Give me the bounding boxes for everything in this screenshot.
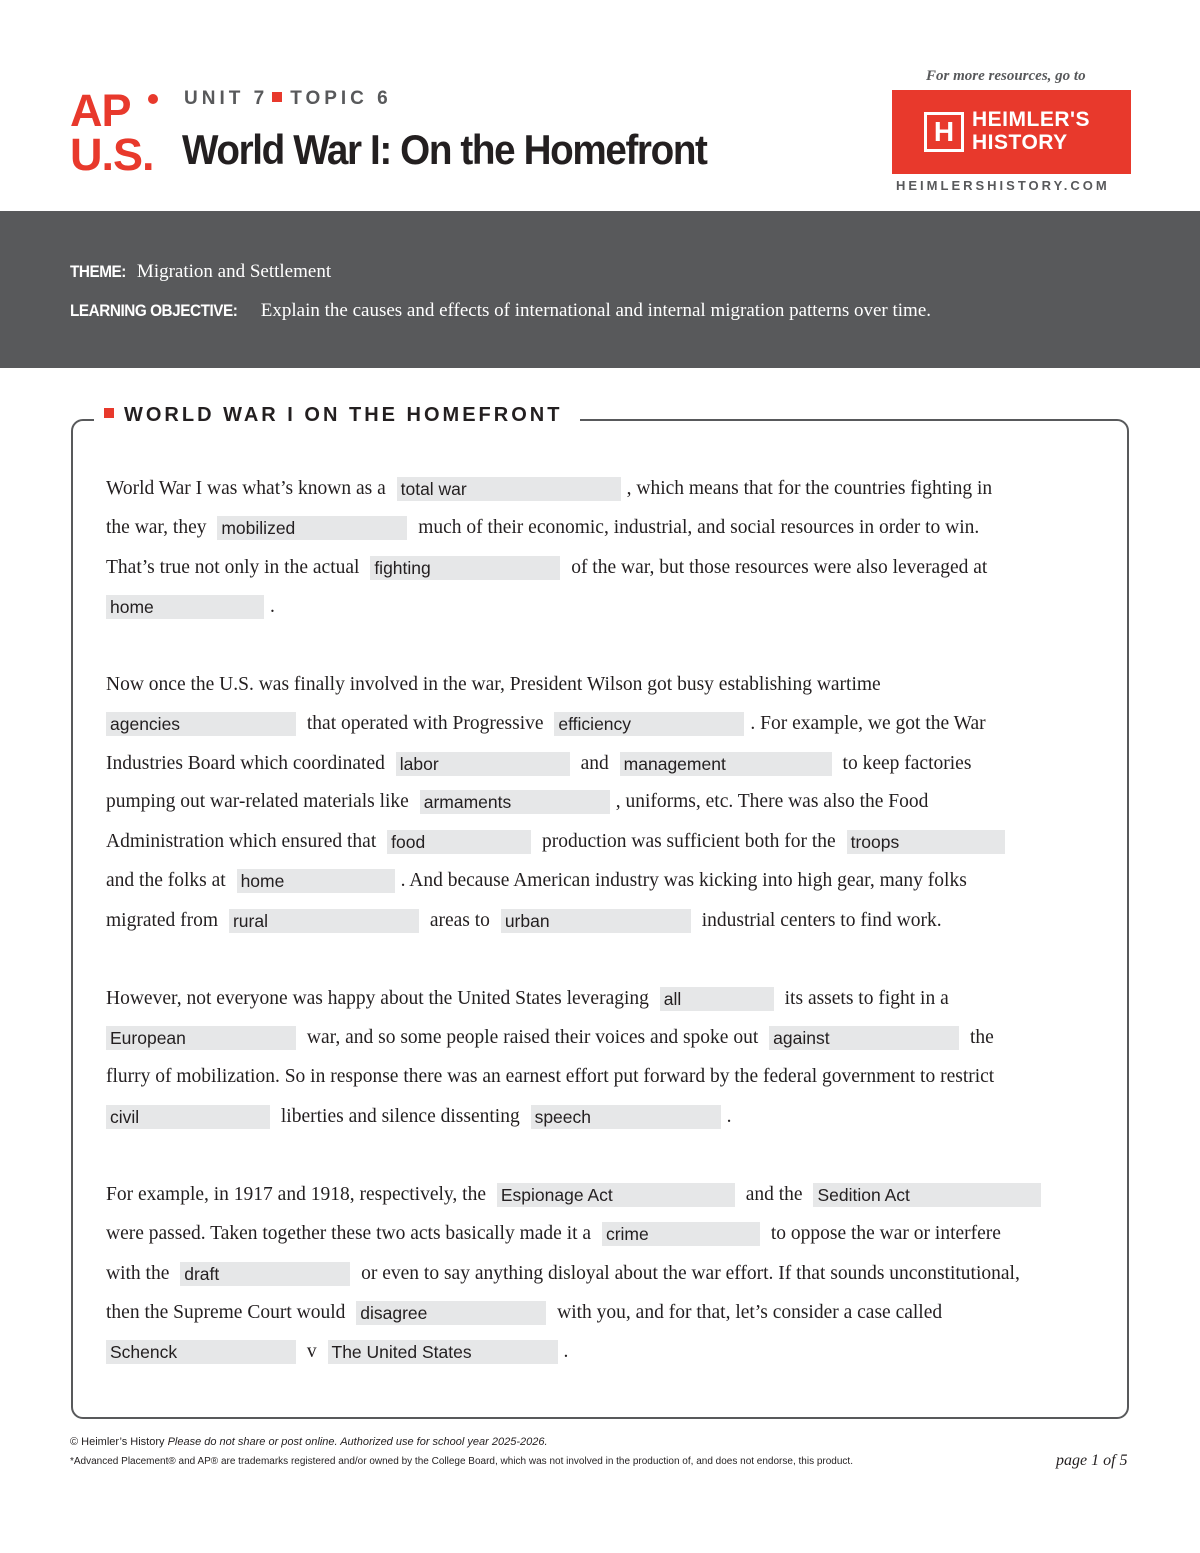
text-run: Administration which ensured that — [106, 831, 377, 852]
text-run: areas to — [429, 910, 490, 931]
text-run: with you, and for that, let’s consider a case called — [557, 1302, 943, 1323]
paragraph-line — [106, 752, 971, 776]
paragraph-line — [106, 1340, 568, 1364]
text-run: and the folks at — [106, 870, 226, 891]
paragraph-line — [106, 477, 992, 501]
fill-in-blank[interactable]: speech — [531, 1105, 721, 1129]
fill-in-blank[interactable]: total war — [397, 477, 621, 501]
text-run: , which means that for the countries fighting in — [626, 478, 993, 499]
text-run: its assets to fight in a — [784, 988, 949, 1009]
text-run: pumping out war-related materials like — [106, 791, 409, 812]
logo-ap-text: AP — [70, 85, 131, 136]
fill-in-blank[interactable]: The United States — [328, 1340, 558, 1364]
text-run: then the Supreme Court would — [106, 1302, 346, 1323]
text-run: . — [563, 1341, 569, 1362]
paragraph-line — [106, 790, 928, 814]
paragraph-line — [106, 516, 979, 540]
paragraph-line — [106, 712, 986, 736]
text-run: v — [306, 1341, 317, 1362]
fill-in-blank[interactable]: Schenck — [106, 1340, 296, 1364]
fill-in-blank[interactable]: troops — [847, 830, 1005, 854]
fill-in-blank[interactable]: efficiency — [554, 712, 744, 736]
text-run: were passed. Taken together these two acts basically made it a — [106, 1223, 592, 1244]
ap-us-logo — [70, 85, 160, 180]
copyright-notice — [70, 1436, 548, 1448]
fill-in-blank[interactable]: home — [106, 595, 264, 619]
section-heading-text: WORLD WAR I ON THE HOMEFRONT — [124, 404, 563, 426]
fill-in-blank[interactable]: home — [237, 869, 395, 893]
brand-line-1: HEIMLER'S — [972, 108, 1091, 131]
text-run: For example, in 1917 and 1918, respectively, the — [106, 1184, 486, 1205]
paragraph-line — [106, 1183, 1047, 1207]
brand-h-icon: H — [924, 112, 964, 152]
unit-label: UNIT 7 — [184, 88, 269, 109]
section-heading — [94, 404, 580, 427]
text-run: the — [970, 1027, 994, 1048]
logo-us-text: U.S. — [70, 129, 154, 180]
text-run: . For example, we got the War — [750, 713, 986, 734]
text-run: , uniforms, etc. There was also the Food — [615, 791, 929, 812]
fill-in-blank[interactable]: European — [106, 1026, 296, 1050]
brand-name — [972, 108, 1090, 154]
theme-value: Migration and Settlement — [136, 261, 332, 282]
text-run: that operated with Progressive — [306, 713, 544, 734]
text-run: migrated from — [106, 910, 219, 931]
paragraph-line — [106, 1026, 994, 1050]
text-run: . — [726, 1106, 732, 1127]
paragraph-line — [106, 909, 942, 933]
paragraph-line — [106, 1105, 731, 1129]
learning-objective-row — [70, 300, 931, 322]
text-run: However, not everyone was happy about the United States leveraging — [106, 988, 649, 1009]
text-run: production was sufficient both for the — [542, 831, 836, 852]
brand-line-2: HISTORY — [972, 131, 1068, 154]
page-title: World War I: On the Homefront — [182, 126, 707, 173]
paragraph-line — [106, 1222, 1001, 1246]
text-run: the war, they — [106, 517, 207, 538]
learning-objective-label: LEARNING OBJECTIVE: — [70, 301, 238, 320]
fill-in-blank[interactable]: mobilized — [217, 516, 407, 540]
fill-in-blank[interactable]: food — [387, 830, 531, 854]
topic-label: TOPIC 6 — [290, 88, 392, 109]
paragraph-line — [106, 869, 967, 893]
text-run: much of their economic, industrial, and social resources in order to win. — [418, 517, 980, 538]
page-number: page 1 of 5 — [1056, 1452, 1128, 1469]
registered-dot-icon — [148, 94, 158, 104]
copyright-text: © Heimler’s History — [70, 1436, 165, 1448]
learning-objective-value: Explain the causes and effects of international and internal migration patterns over time. — [260, 300, 932, 321]
fill-in-blank[interactable]: rural — [229, 909, 419, 933]
text-run: and the — [745, 1184, 803, 1205]
fill-in-blank[interactable]: disagree — [356, 1301, 546, 1325]
text-run: to keep factories — [842, 753, 972, 774]
text-run: industrial centers to find work. — [701, 910, 942, 931]
fill-in-blank[interactable]: fighting — [370, 556, 560, 580]
text-run: with the — [106, 1263, 170, 1284]
fill-in-blank[interactable]: armaments — [420, 790, 610, 814]
brand-url-link[interactable]: HEIMLERSHISTORY.COM — [896, 178, 1110, 193]
paragraph-line — [106, 830, 1011, 854]
fill-in-blank[interactable]: labor — [396, 752, 570, 776]
trademark-notice: *Advanced Placement® and AP® are trademarks registered and/or owned by the College Board, which was not involved in the production of, and does not endorse, this product. — [70, 1456, 853, 1467]
paragraph-line — [106, 1262, 1020, 1286]
heimlers-history-logo[interactable] — [892, 90, 1131, 174]
paragraph-line — [106, 987, 949, 1011]
heading-square-icon — [104, 408, 114, 418]
fill-in-blank[interactable]: draft — [180, 1262, 350, 1286]
text-run: World War I was what’s known as a — [106, 478, 386, 499]
separator-square-icon — [272, 92, 282, 102]
text-run: or even to say anything disloyal about the war effort. If that sounds unconstitutional, — [361, 1263, 1020, 1284]
resources-note: For more resources, go to — [926, 68, 1086, 84]
text-run: of the war, but those resources were also leveraged at — [571, 557, 988, 578]
text-run: and — [580, 753, 609, 774]
theme-label: THEME: — [70, 262, 126, 281]
usage-notice: Please do not share or post online. Authorized use for school year 2025-2026. — [167, 1436, 548, 1448]
fill-in-blank[interactable]: crime — [602, 1222, 760, 1246]
paragraph-line: Now once the U.S. was finally involved in the war, President Wilson got busy establishing wartime — [106, 674, 881, 695]
text-run: . And because American industry was kicking into high gear, many folks — [400, 870, 967, 891]
theme-row — [70, 261, 331, 283]
text-run: . — [270, 596, 275, 617]
text-run: Industries Board which coordinated — [106, 753, 385, 774]
fill-in-blank[interactable]: management — [620, 752, 832, 776]
fill-in-blank[interactable]: civil — [106, 1105, 270, 1129]
fill-in-blank[interactable]: Espionage Act — [497, 1183, 735, 1207]
text-run: to oppose the war or interfere — [770, 1223, 1001, 1244]
text-run: That’s true not only in the actual — [106, 557, 360, 578]
paragraph-line — [106, 595, 275, 619]
paragraph-line — [106, 556, 987, 580]
fill-in-blank[interactable]: against — [769, 1026, 959, 1050]
fill-in-blank[interactable]: Sedition Act — [813, 1183, 1041, 1207]
unit-topic-label — [184, 88, 392, 110]
theme-band — [0, 211, 1200, 368]
fill-in-blank[interactable]: all — [660, 987, 774, 1011]
paragraph-line: flurry of mobilization. So in response there was an earnest effort put forward by the federal government to restrict — [106, 1066, 995, 1087]
fill-in-blank[interactable]: urban — [501, 909, 691, 933]
text-run: liberties and silence dissenting — [280, 1106, 520, 1127]
text-run: war, and so some people raised their voices and spoke out — [306, 1027, 759, 1048]
fill-in-blank[interactable]: agencies — [106, 712, 296, 736]
paragraph-line — [106, 1301, 942, 1325]
